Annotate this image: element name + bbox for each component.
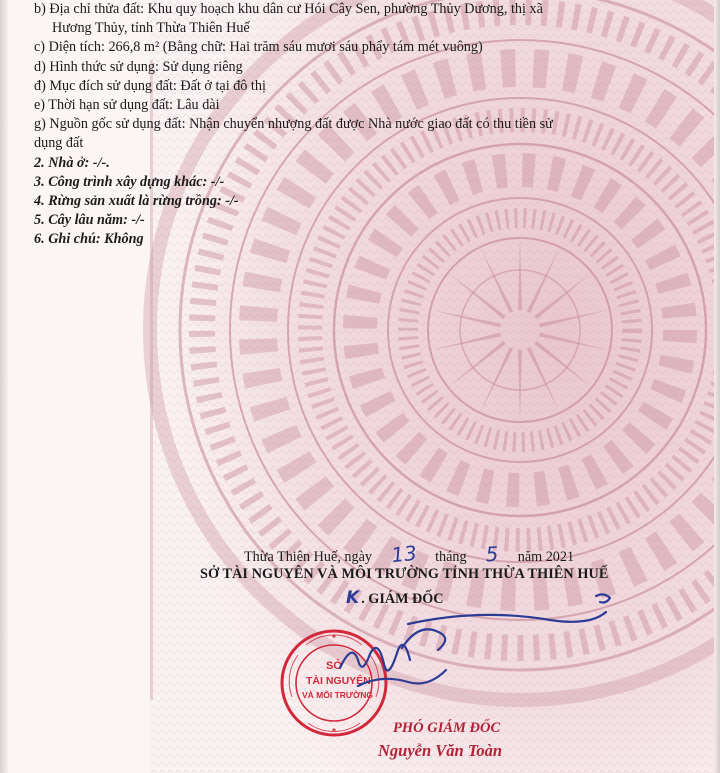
signing-place: Thừa Thiên Huế, ngày — [244, 549, 372, 565]
usage-purpose-line: đ) Mục đích sử dụng đất: Đất ở tại đô thị — [34, 77, 266, 94]
director-title: . GIÁM ĐỐC — [361, 591, 444, 607]
page-edge-right — [714, 0, 720, 773]
usage-term-line: e) Thời hạn sử dụng đất: Lâu dài — [34, 97, 220, 114]
section-notes: 6. Ghi chú: Không — [34, 231, 144, 248]
section-other-construction: 3. Công trình xây dựng khác: -/- — [34, 173, 225, 190]
section-house: 2. Nhà ở: -/-. — [34, 154, 110, 171]
signing-month-handwritten: 5 — [485, 541, 500, 567]
vice-director-title: PHÓ GIÁM ĐỐC — [393, 720, 501, 736]
place-and-date — [244, 542, 574, 566]
signing-day-handwritten: 13 — [389, 540, 418, 568]
handwritten-signature — [300, 590, 620, 720]
seal-text-line3: VÀ MÔI TRƯỜNG — [302, 690, 373, 700]
origin-line-cont: dụng đất — [34, 135, 84, 152]
origin-line: g) Nguồn gốc sử dụng đất: Nhận chuyển nhượng đất được Nhà nước giao đất có thu tiền sử — [34, 116, 553, 133]
on-behalf-handwritten: K — [346, 588, 360, 608]
page-edge-left — [0, 0, 8, 773]
signing-year: năm 2021 — [517, 549, 575, 565]
month-label: tháng — [435, 549, 467, 565]
section-perennial-trees: 5. Cây lâu năm: -/- — [34, 212, 145, 229]
signer-name: Nguyễn Văn Toàn — [378, 741, 503, 760]
usage-form-line: d) Hình thức sử dụng: Sử dụng riêng — [34, 58, 243, 75]
land-info-block — [34, 0, 674, 250]
address-line: b) Địa chỉ thửa đất: Khu quy hoạch khu dân cư Hói Cây Sen, phường Thủy Dương, thị xã — [34, 1, 543, 17]
section-planted-forest: 4. Rừng sản xuất là rừng trồng: -/- — [34, 193, 239, 210]
address-line-cont: Hương Thủy, tỉnh Thừa Thiên Huế — [52, 20, 250, 37]
seal-text-line2: TÀI NGUYÊN — [306, 675, 371, 687]
area-line: c) Diện tích: 266,8 m² (Bằng chữ: Hai trăm sáu mươi sáu phẩy tám mét vuông) — [34, 39, 483, 56]
issuing-office: SỞ TÀI NGUYÊN VÀ MÔI TRƯỜNG TỈNH THỪA THIÊN HUẾ — [200, 566, 609, 582]
seal-text-line1: SỞ — [326, 660, 343, 672]
